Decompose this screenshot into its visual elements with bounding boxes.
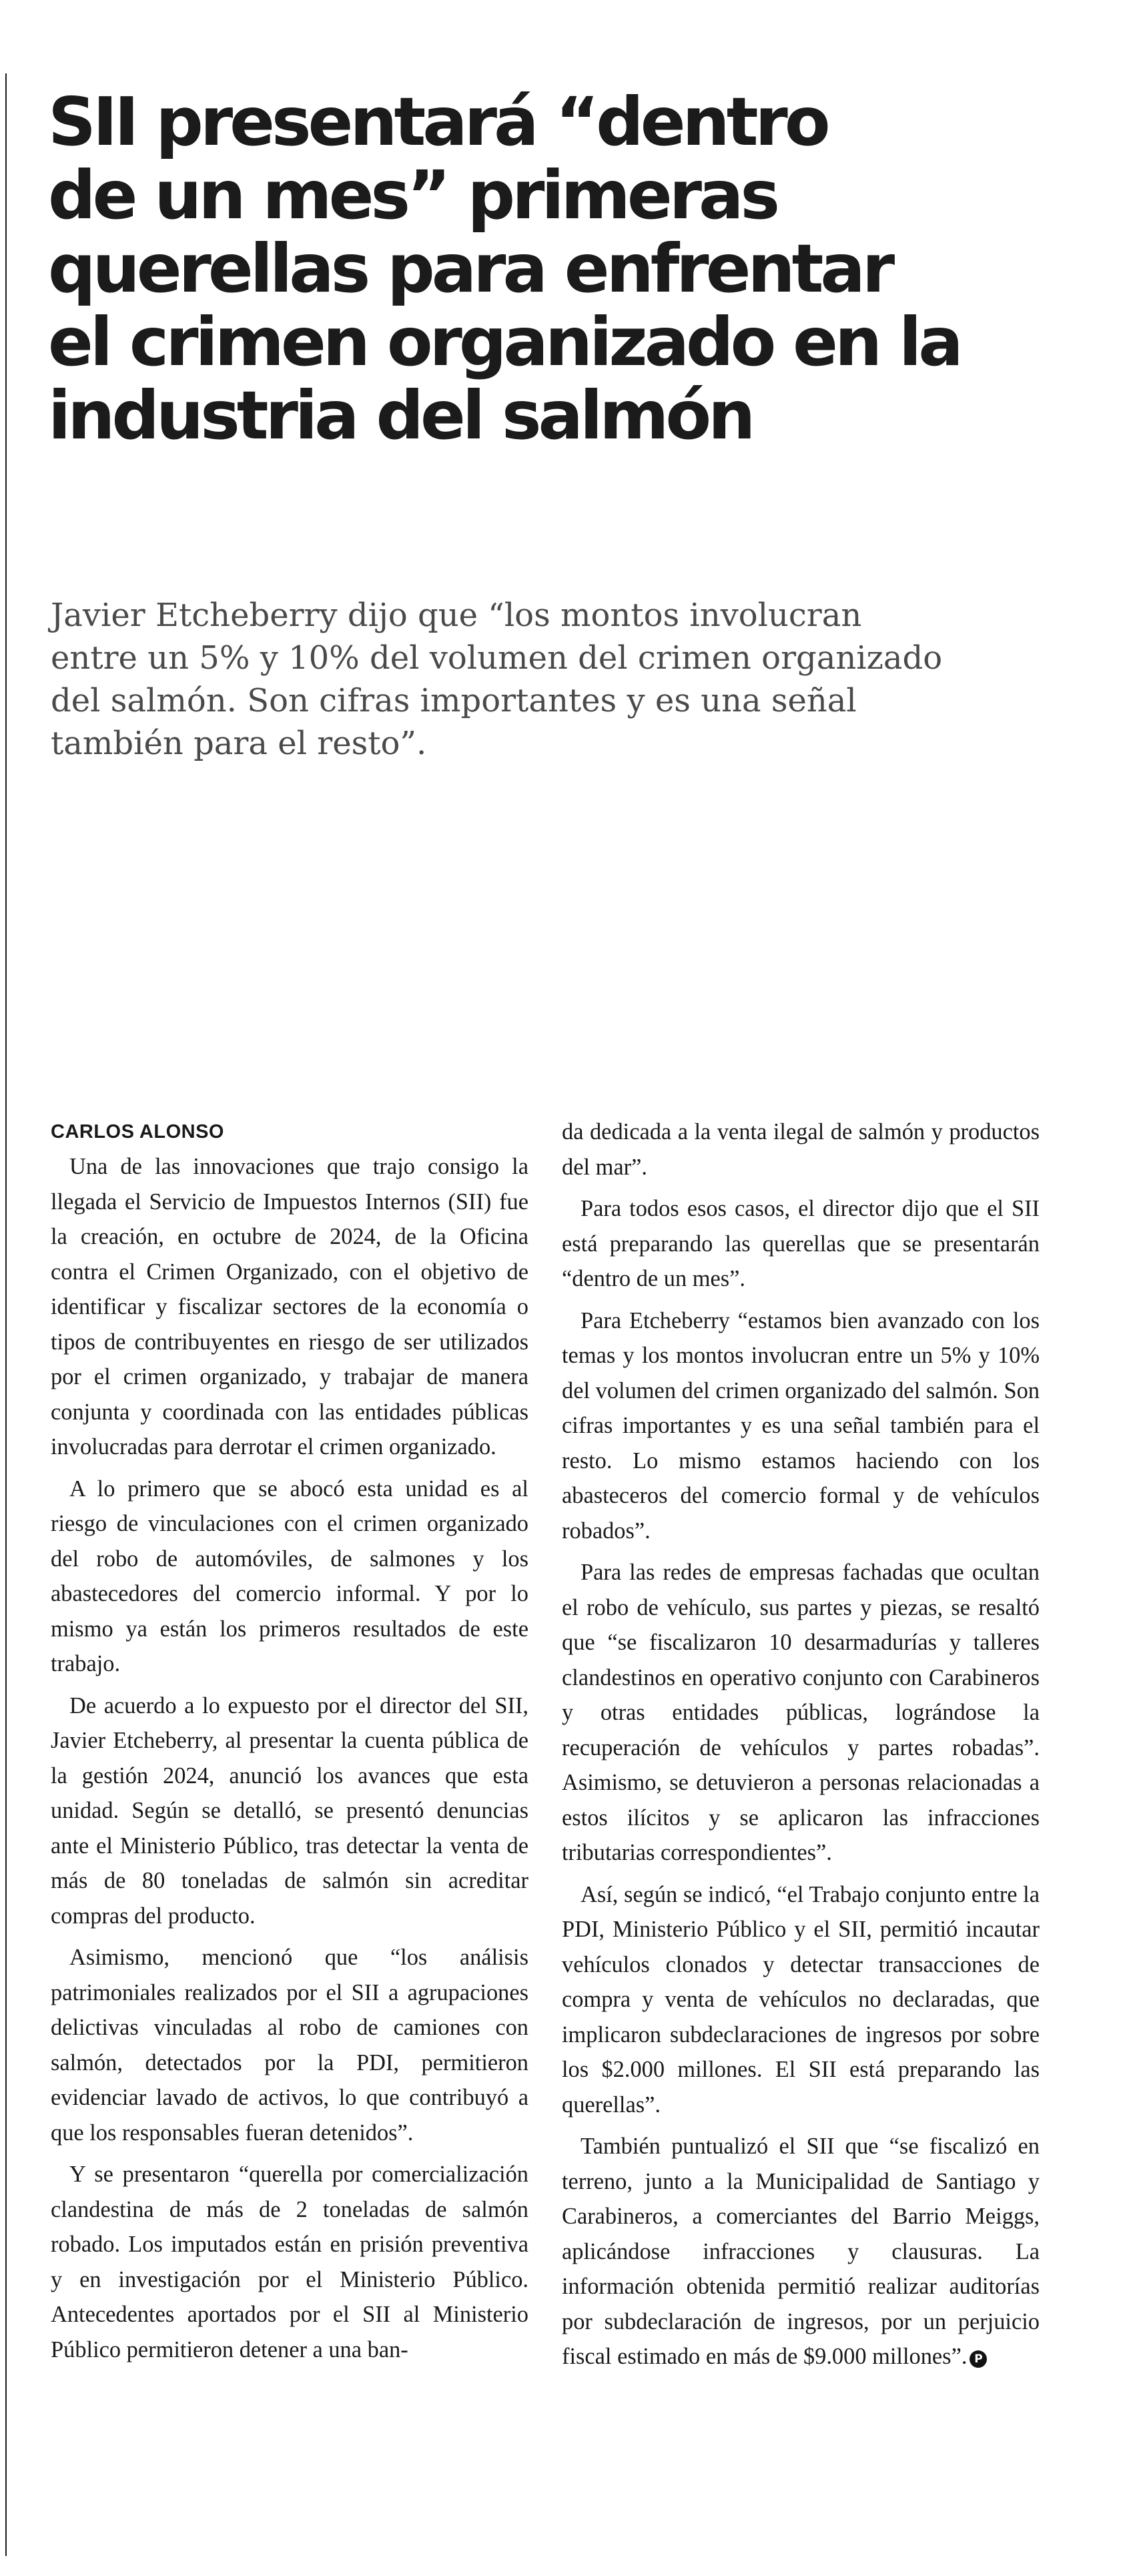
body-paragraph: De acuerdo a lo expuesto por el director del SII, Javier Etcheberry, al presentar la cuenta pública de la gestión 2024, anunció los avances que esta unidad. Según se detalló, se presentó denuncias ante el Ministerio Público, tras detectar la venta de más de 80 toneladas de salmón sin acreditar compras del producto. — [51, 1692, 528, 1929]
left-column-rule — [5, 73, 7, 2556]
headline-line: querellas para enfrentar — [48, 230, 892, 308]
body-column-left — [51, 1114, 528, 2374]
headline-line: industria del salmón — [48, 376, 753, 454]
body-paragraph: Para todos esos casos, el director dijo que el SII está preparando las querellas que se presentarán “dentro de un mes”. — [562, 1196, 1040, 1291]
byline: CARLOS ALONSO — [51, 1121, 224, 1143]
deck-line: Javier Etcheberry dijo que “los montos involucran — [51, 597, 862, 634]
deck-line: del salmón. Son cifras importantes y es una señal — [51, 682, 857, 719]
body-paragraph: Así, según se indicó, “el Trabajo conjunto entre la PDI, Ministerio Público y el SII, permitió incautar vehículos clonados y detectar transacciones de compra y venta de vehículos no declaradas, que implicaron subdeclaraciones de ingresos por sobre los $2.000 millones. El SII está preparando las querellas”. — [562, 1881, 1040, 2118]
last-paragraph-text: También puntualizó el SII que “se fiscalizó en terreno, junto a la Municipalidad de Santiago y Carabineros, a comerciantes del Barrio Meiggs, aplicándose infracciones y clausuras. La información obtenida permitió realizar auditorías por subdeclaración de ingresos, por un perjuicio fiscal estimado en más de $9.000 millones”. — [562, 2134, 1040, 2369]
body-paragraph-last — [562, 2129, 1040, 2374]
body-paragraph: Para Etcheberry “estamos bien avanzado con los temas y los montos involucran entre un 5% y 10% del volumen del crimen organizado del salmón. Son cifras importantes y es una señal también para el resto. Lo mismo estamos haciendo con los abasteceros del comercio formal y de vehículos robados”. — [562, 1307, 1040, 1544]
body-paragraph: Para las redes de empresas fachadas que ocultan el robo de vehículo, sus partes y piezas, se resaltó que “se fiscalizaron 10 desarmadurías y talleres clandestinos en operativo conjunto con Carabineros y otras entidades públicas, lográndose la recuperación de vehículos y partes robadas”. Asimismo, se detuvieron a personas relacionadas a estos ilícitos y se aplicaron las infracciones tributarias correspondientes”. — [562, 1560, 1040, 1865]
deck-line: también para el resto”. — [51, 725, 427, 762]
article-deck — [51, 594, 1092, 765]
headline-line: de un mes” primeras — [48, 156, 777, 234]
body-column-right — [562, 1114, 1040, 2381]
headline-line: el crimen organizado en la — [48, 303, 960, 381]
deck-line: entre un 5% y 10% del volumen del crimen organizado — [51, 639, 943, 677]
headline-line: SII presentará “dentro — [48, 83, 827, 161]
body-paragraph: A lo primero que se abocó esta unidad es al riesgo de vinculaciones con el crimen organizado del robo de automóviles, de salmones y los abastecedores del comercio informal. Y por lo mismo ya están los primeros resultados de este trabajo. — [51, 1476, 528, 1676]
body-paragraph: Una de las innovaciones que trajo consigo la llegada el Servicio de Impuestos Internos (SII) fue la creación, en octubre de 2024, de la Oficina contra el Crimen Organizado, con el objetivo de identificar y fiscalizar sectores de la economía o tipos de contribuyentes en riesgo de ser utilizados por el crimen organizado, y trabajar de manera conjunta y coordinada con las entidades públicas involucradas para derrotar el crimen organizado. — [51, 1154, 528, 1460]
body-paragraph: Y se presentaron “querella por comercialización clandestina de más de 2 toneladas de salmón robado. Los imputados están en prisión preventiva y en investigación por el Ministerio Público. Antecedentes aportados por el SII al Ministerio Público permitieron detener a una ban- — [51, 2162, 528, 2362]
body-paragraph: Asimismo, mencionó que “los análisis patrimoniales realizados por el SII a agrupaciones delictivas vinculadas al robo de camiones con salmón, detectados por la PDI, permitieron evidenciar lavado de activos, lo que contribuyó a que los responsables fueran detenidos”. — [51, 1945, 528, 2146]
end-of-article-icon: P — [970, 2350, 987, 2368]
article-headline — [48, 85, 1089, 452]
body-paragraph-continuation: da dedicada a la venta ilegal de salmón y productos del mar”. — [562, 1119, 1040, 1180]
